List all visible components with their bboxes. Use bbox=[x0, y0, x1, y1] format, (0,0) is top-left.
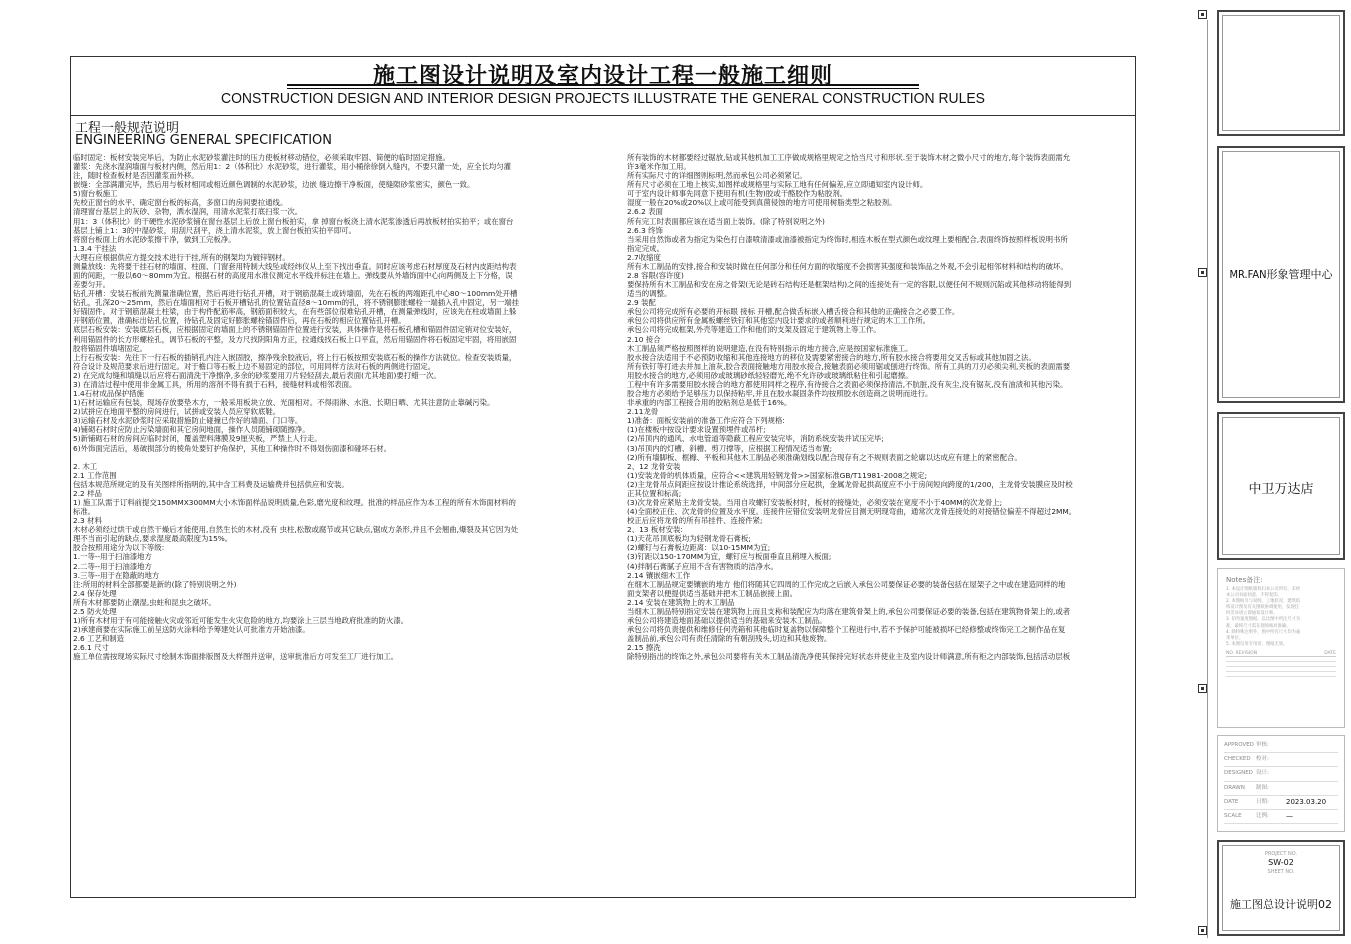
spec-text-line: 钻孔开槽：安装石板前先测量准确位置，然后再进行钻孔开槽，对于钢筋混凝土或砖墙面，先在石板的两端距孔中心80～100mm处开槽 bbox=[73, 289, 518, 299]
corner-marker bbox=[1198, 268, 1207, 277]
spec-text-line: 承包公司将供应所有金属板螺丝铁钉和其他室内设计要求的或者顺利进行规定的木工工作所。 bbox=[627, 316, 931, 326]
spec-text-line: 所有铁钉等打进去并加上油灰,胶合表面接触地方用胶水接合,接触表面必须用锯或刨进行终饰。所有工具的刀刃必须尖利,夹板的表面需要 bbox=[627, 361, 1071, 371]
spec-text-line: 2、13 板材安装: bbox=[627, 525, 683, 535]
spec-text-line: 2.7收缩度 bbox=[627, 252, 661, 262]
left-text-column bbox=[73, 153, 583, 661]
approval-value bbox=[1286, 753, 1338, 766]
spec-text-line: (3)钉距以150-170MM为宜，螺钉应与板面垂直且稍埋入板面; bbox=[627, 552, 832, 562]
spec-text-line: 2.4 保存处理 bbox=[73, 588, 117, 598]
spec-text-line: (3)次龙骨应紧贴主龙骨安装。当用自攻螺钉安装板材时，板材的接缝处，必须安装在宽度不小于40MM的次龙骨上; bbox=[627, 497, 1003, 507]
note-line: 何差异请立即通知设计师。 bbox=[1226, 611, 1278, 617]
client-box bbox=[1217, 146, 1345, 403]
right-text-column bbox=[627, 153, 1133, 661]
spec-text-line: 1)准备：面板安装前的准备工作应符合下列规格: bbox=[627, 416, 785, 426]
spec-text-line: 符合设计及规范要求后进行固定。对于檐口等石板上边不易固定的部位，可用同样方法对石板的两侧进行固定。 bbox=[73, 361, 436, 371]
title-underline bbox=[287, 84, 919, 86]
spec-text-line: 包括本规范所规定的及有关图样所指明的,其中含工料费及运输费并包括供应和安装。 bbox=[73, 479, 349, 489]
spec-text-line: 1.3.4 干挂法 bbox=[73, 243, 117, 253]
spec-text-line: 2.6.1 尺寸 bbox=[73, 643, 109, 653]
logo-box bbox=[1217, 10, 1345, 136]
spec-text-line: 湿度一般在20%或20%以上或可能受到真菌侵蚀的地方可使用树脂类型之粘胶剂。 bbox=[627, 198, 897, 208]
spec-text-line: 临时固定：板材安装完毕后，为防止水泥砂浆灌注时的压力使板材移动错位，必须采取牢固、简便的临时固定措施。 bbox=[73, 153, 450, 162]
note-line: 1. 本设计图纸版权归本公司所有，未经 bbox=[1226, 587, 1301, 592]
spec-text-line: 2.14 镶嵌细木工作 bbox=[627, 570, 691, 580]
spec-text-line: 承包公司将建造地面基础以提供适当的基础来安装木工制品。 bbox=[627, 615, 827, 625]
spec-text-line: 先校正窗台的水平、确定窗台板的标高，多窗口的房间要拉通线。 bbox=[73, 198, 288, 208]
approval-label-zh: 制图: bbox=[1256, 784, 1269, 791]
spec-text-line: 面的间距，一般以60～80mm为宜。根据石材的高度用水准仪测定水平线并标注在墙上。弹线要从外墙饰面中心向两侧及上下分格，误 bbox=[73, 271, 513, 281]
spec-text-line: 2.15 擦洗 bbox=[627, 643, 661, 653]
titleblock-divider bbox=[1207, 20, 1208, 938]
spec-text-line: 2.9 装配 bbox=[627, 298, 656, 308]
spec-text-line: 胶将锚固件填堵固定。 bbox=[73, 343, 147, 353]
spec-text-line: 工程中有许多需要用胶水接合的地方都使用同样之程序,有待接合之表面必须保持清洁,不肮脏,没有灰尘,没有锯灰,没有油渍和其他污染。 bbox=[627, 379, 1068, 389]
spec-text-line: 底层石板安装：安装底层石板，应根据固定的墙面上的不锈钢锚固件位置进行安装，具体操作是将石板孔槽和锚固件固定销对位安装好， bbox=[73, 325, 517, 335]
corner-marker bbox=[1198, 926, 1207, 935]
spec-text-line: 2.11龙骨 bbox=[627, 407, 659, 417]
note-line: 4. 除特殊注明外，图中所有尺寸均为毫 bbox=[1226, 629, 1301, 635]
spec-text-line: 许3毫米作加工用。 bbox=[627, 162, 691, 172]
spec-text-line: 所有木材都要防止潮湿,虫蛀和昆虫之破坏。 bbox=[73, 597, 216, 607]
spec-text-line: 木材必须经过烘干或自然干燥后才能使用,自然生长的木材,没有 虫柱,松散或腐节或其它缺点,锯成方条形,并且不会翘曲,爆裂及其它因为处 bbox=[73, 525, 519, 535]
approval-label-en: SCALE bbox=[1224, 813, 1242, 820]
approval-label-en: DATE bbox=[1224, 798, 1239, 805]
spec-text-line: 所有完工时表面都应该在适当面上装饰。(除了特别说明之外) bbox=[627, 216, 825, 226]
approval-value bbox=[1286, 782, 1338, 795]
approval-value bbox=[1286, 739, 1338, 752]
spec-text-line: 所有实际尺寸的详细图则标明,然而承包公司必须紧记。 bbox=[627, 171, 807, 181]
revision-header: NO. REVISION DATE bbox=[1226, 650, 1336, 656]
spec-text-line: 3)运输石材及水泥砂浆时应采取措施防止碰撞已作好的墙面、门口等。 bbox=[73, 416, 303, 426]
spec-text-line: (3)吊顶内的灯槽、斜槽、剪刀撑等，应根据工程情况适当布置; bbox=[627, 443, 833, 453]
spec-text-line: 承包公司将完成所有必要的开标眼 接标 开槽,配合做舌标嵌入槽舌接合和其他的正确接合之必要工作。 bbox=[627, 307, 960, 317]
spec-text-line: 2.8 容限(容许度) bbox=[627, 271, 684, 281]
spec-text-line: 指定完成。 bbox=[627, 243, 664, 253]
sheet-no-label: SHEET NO. bbox=[1267, 869, 1295, 875]
note-line: 构设计图及有关图纸协调使用，发现任 bbox=[1226, 605, 1300, 611]
note-line: 本公司书面同意，不得复印。 bbox=[1226, 593, 1282, 599]
spec-text-line: 2.14 安装在建筑物上的木工制品 bbox=[627, 597, 735, 607]
spec-text-line: 2、12 龙骨安装 bbox=[627, 461, 681, 471]
spec-text-line: 2. 木工 bbox=[73, 461, 98, 471]
approval-box bbox=[1217, 735, 1345, 832]
spec-text-line: 1)所有木材用于有可能接触火灾或邻近可能发生火灾危险的地方,均要涂上三层当地政府批准的防火漆。 bbox=[73, 615, 409, 625]
section-heading-chinese: 工程一般规范说明 bbox=[75, 121, 180, 136]
spec-text-line: 胶水接合法适用于不必预防收缩和其他连接地方的移位及需要紧密接合的地方,所有胶水接合将要用交叉舌标或其他加固之法。 bbox=[627, 352, 1036, 362]
spec-text-line: 注:所用的材料全部都要是新的(除了特别说明之外) bbox=[73, 579, 237, 589]
spec-text-line: 6)外饰面完活后，易破损部分的棱角处要钉护角保护，其他工种操作时不得划伤面漆和碰坏石材。 bbox=[73, 443, 391, 453]
spec-text-line: 所有尺寸必须在工地上核实,如图样或规格里与实际工地有任何偏差,应立即通知室内设计师。 bbox=[627, 180, 928, 190]
notes-box bbox=[1217, 568, 1345, 728]
spec-text-line: 开钢筋位置，准确标出钻孔位置，待钻孔及固定好膨胀螺栓锚固件后，再在石板的相应位置钻孔开槽。 bbox=[73, 316, 406, 326]
spec-text-line: 2.10 接合 bbox=[627, 334, 661, 344]
approval-row bbox=[1224, 782, 1338, 796]
corner-marker bbox=[1198, 10, 1207, 19]
spec-text-line: 5)窗台板施工 bbox=[73, 189, 118, 199]
spec-text-line: 盖制品前,承包公司有责任清除的有朝刮残头,切边和其他废物。 bbox=[627, 634, 832, 644]
revision-row bbox=[1226, 672, 1336, 677]
spec-text-line: 要保持所有木工制品和安在房之骨架(无论是砖石结构还是框架结构)之间的连接处有一定的容限,以便任何不规则沉陷或其他移动将能得到 bbox=[627, 280, 1072, 290]
spec-text-line: 所有木工制品的安排,接合和安装时做在任何部分和任何方面的收缩度不会损害其强度和装饰品之外观,不会引起相邻材料和结构的破坏。 bbox=[627, 261, 1068, 271]
notes-title: Notes备注: bbox=[1226, 576, 1263, 584]
spec-text-line: 当细木工制品特别指定安装在建筑物上而且支称和装配应为均落在建筑骨架上的,承包公司要保证必要的装备,包括在建筑物骨架上的,或者 bbox=[627, 606, 1071, 616]
spec-text-line: 校正后应将龙骨的所有吊挂件、连接件紧; bbox=[627, 516, 763, 526]
spec-text-line: 1) 施工队需于订料前提交150MMX300MM大小木饰面样品说明质量,色彩,磨光度和纹理。批准的样品应作为本工程的所有木饰面材料的 bbox=[73, 497, 516, 507]
spec-text-line: 钻孔，孔深20～25mm，然后在墙面相对于石板开槽钻孔的位置钻直径8～10mm的孔，将不锈钢膨胀螺栓一端插入孔中固定，另一端挂 bbox=[73, 298, 520, 308]
spec-text-line: 嵌缝：全部满灌完毕，然后用与板材相同或相近颜色调制的水泥砂浆，边嵌 缝边擦干净板面，使缝隙砂浆密实，颜色一致。 bbox=[73, 180, 475, 190]
sheet-no: SW-02 bbox=[1268, 858, 1294, 867]
spec-text-line: 灌浆：先浇水湿润墙面与板材内侧，然后用1：2（体积比）水泥砂浆，进行灌浆，用小桶徐徐倒入缝内，不要只灌一处，应全长均匀灌 bbox=[73, 162, 512, 172]
note-line: 2. 本图纸另与说明，工地状况，建筑结 bbox=[1226, 599, 1301, 605]
approval-value: — bbox=[1286, 812, 1293, 821]
spec-text-line: 承包公司将负责提供和维修任何壳箱和其他临时复盖物以保障整个工程进行中,若不予保护可能被损坏已经修整或终饰完工之制作品在复 bbox=[627, 625, 1066, 635]
note-line: 准，最终尺寸需在现场核对准确。 bbox=[1226, 623, 1291, 629]
approval-row bbox=[1224, 810, 1338, 824]
approval-label-en: DRAWN bbox=[1224, 784, 1245, 791]
approval-label-en: DESIGNED bbox=[1224, 770, 1253, 777]
title-chinese: 施工图设计说明及室内设计工程一般施工细则 bbox=[372, 64, 833, 89]
spec-text-line: 施工单位需按现场实际尺寸绘制木饰面排版图及大样图并送审，送审批准后方可发至工厂进行加工。 bbox=[73, 652, 399, 662]
spec-text-line: 2.6.3 终饰 bbox=[627, 225, 663, 235]
spec-text-line: 胶合按照用途分为以下等级: bbox=[73, 543, 165, 553]
spec-text-line: (2)吊顶内的通风、水电管道等隐蔽工程应安装完毕，消防系统安装并试压完毕; bbox=[627, 434, 884, 444]
approval-value: 2023.03.20 bbox=[1286, 797, 1327, 806]
approval-row bbox=[1224, 796, 1338, 810]
spec-text-line: 在细木工制品规定要镶嵌的地方 他们将随其它四周的工作完成之后嵌入承包公司要保证必要的装备包括在屋架子之中或在建造同样的地 bbox=[627, 579, 1066, 589]
approval-label-zh: 日期: bbox=[1256, 798, 1269, 805]
spec-text-line: 注，随时检查板材是否因灌浆而外移。 bbox=[73, 171, 199, 181]
spec-text-line: 木工制品须严格按照图样的说明建造,在没有特别指示的地方接合,应是按国家标准施工。 bbox=[627, 343, 913, 353]
corner-marker bbox=[1198, 684, 1207, 693]
spec-text-line: 胶合地方必须给予足够压力以保持粘牢,并且在胶水凝固条件均按照胶水创造商之说明而进行。 bbox=[627, 389, 933, 399]
title-divider bbox=[71, 115, 1135, 116]
spec-text-line: (4)全面校正住、次龙骨的位置及水平度。连接件应错位安装明龙骨应目测无明现弯曲，通常次龙骨连接处的对接错位偏差不得超过2MM。 bbox=[627, 507, 1077, 517]
approval-label-en: APPROVED bbox=[1224, 742, 1254, 748]
spec-text-line: (4)拌制石膏腻子应用不含有害物质的洁净水。 bbox=[627, 561, 778, 571]
spec-text-line: 差要匀开。 bbox=[73, 280, 110, 290]
spec-text-line: 利用锚固件的长方形螺栓孔，调节石板的平整，及方尺找阴阳角方正，拉通线找石板上口平直，然后用锚固件将石板固定牢固，将用嵌固 bbox=[73, 334, 517, 344]
spec-text-line: 非承重的内部工程接合用的胶粘剂总是低于16%。 bbox=[627, 398, 792, 408]
spec-text-line: 2.5 防火处理 bbox=[73, 606, 117, 616]
note-line: 3. 切勿量度图纸，以比图中所注尺寸为 bbox=[1226, 617, 1301, 623]
spec-text-line: 用胶水接合的地方,必须用砂或玻璃砂纸轻轻磨光,绝不允许砂或玻璃纸粘住和引起磨擦。 bbox=[627, 370, 913, 380]
spec-text-line: 5)新铺砌石材的房间应临时封闭，覆盖塑料薄膜及9厘夹板，严禁上人行走。 bbox=[73, 434, 322, 444]
spec-text-line: 用1：3（体积比）的干硬性水泥砂浆铺在窗台基层上后放上窗台板拍实，拿 掉窗台板浇上清水泥浆渗透后再放板材拍实拍平；或在窗台 bbox=[73, 216, 514, 226]
spec-text-line: 1.一等--用于扫油漆地方 bbox=[73, 552, 152, 562]
spec-text-line: 标准。 bbox=[73, 507, 96, 517]
section-heading-english: ENGINEERING GENERAL SPECIFICATION bbox=[75, 133, 333, 148]
notes-text bbox=[1226, 587, 1336, 648]
note-line: 5. 本图仅用专用章，图纸无效。 bbox=[1226, 641, 1288, 647]
spec-text-line: (2)螺钉与石膏板边距离：以10-15MM为宜; bbox=[627, 543, 771, 553]
spec-text-line: 大理石应根据供应方提交技术进行干挂,所有的钢架均为镀锌钢材。 bbox=[73, 252, 290, 262]
spec-text-line: 好锚固件。对于钢筋混凝土柱梁，由于构件配筋率高，钢筋面积较大，在有些部位很难钻孔开槽，在测量弹线时，应该先在柱或墙面上躲 bbox=[73, 307, 517, 317]
note-line: 米单位。 bbox=[1226, 635, 1244, 641]
spec-text-line: 正其位置和标高; bbox=[627, 488, 682, 498]
spec-text-line: 可于室内设计师事先同意下使用有机(生物)胶或干酪胶作为粘胶剂。 bbox=[627, 189, 848, 199]
spec-text-line: 承包公司将完成框架,外壳等建造工作和他们的支架及固定于建筑物上等工作。 bbox=[627, 325, 881, 335]
spec-text-line: 2)承建商要在实际施工前呈送防火涂料给予筹建处认可批准方开始油漆。 bbox=[73, 625, 310, 635]
approval-row bbox=[1224, 739, 1338, 753]
spec-text-line bbox=[73, 453, 583, 462]
project-name: 中卫万达店 bbox=[1248, 482, 1314, 497]
sheet-number-box bbox=[1217, 840, 1345, 936]
spec-text-line: 面支架者以便提供适当基础并把木工制品嵌接上面。 bbox=[627, 588, 797, 598]
spec-text-line: (2)所有墙脚板、框橼、平板和其他木工制品必须准确划线以配合现存有之不规则表面之轮廓以达成应有建上的紧密配合。 bbox=[627, 452, 1022, 462]
spec-text-line: 当采用自然饰或者为指定为染色打白漆喷清漆或油漆被指定为终饰时,相连木板在型式颜色或纹理上要相配合,表面终饰按照样板说明书所 bbox=[627, 234, 1068, 244]
sheet-title: 施工图总设计说明02 bbox=[1230, 898, 1332, 911]
spec-text-line: 测量放线：先将要干挂石材的墙面、柱面、门窗套用特制大线坠或经纬仪从上至下找出垂直。同时应该考虑石材厚度及石材内皮距结构表 bbox=[73, 261, 517, 271]
spec-text-line: 上行石板安装：先往下一行石板的插销孔内注入嵌固胶，擦净残余胶液后，将上行石板按照安装底石板的操作方法就位。检查安装质量， bbox=[73, 352, 517, 362]
title-english: CONSTRUCTION DESIGN AND INTERIOR DESIGN PROJECTS ILLUSTRATE THE GENERAL CONSTRUCTION RULES bbox=[221, 90, 985, 107]
approval-label-zh: 审核: bbox=[1256, 742, 1269, 748]
approval-value bbox=[1286, 767, 1338, 780]
project-no-label: PROJECT NO. bbox=[1264, 851, 1298, 857]
spec-text-line: 基层上铺上1：3的中湿砂浆，用刮尺刮平，浇上清水泥浆，放上窗台板拍实拍平即可。 bbox=[73, 225, 356, 235]
spec-text-line: 2) 在完成勾缝和填缝以后应将石面清洗干净擦净,多余的砂浆要用刀片轻轻刮去,最后表面(尤其地面)要打蜡一次。 bbox=[73, 370, 441, 380]
spec-text-line: (1)天花吊顶底板均为轻钢龙骨石膏板; bbox=[627, 534, 751, 544]
approval-label-zh: 校对: bbox=[1256, 756, 1269, 763]
spec-text-line: 2.2 样品 bbox=[73, 488, 102, 498]
spec-text-line: 2.1 工作范围 bbox=[73, 470, 117, 480]
approval-label-zh: 设计: bbox=[1256, 770, 1269, 777]
spec-text-line: (1)安装龙骨的机体质量，应符合<<建筑用轻钢龙骨>>国家标准GB/T11981-2008之规定; bbox=[627, 470, 928, 480]
project-box bbox=[1217, 412, 1345, 560]
title-underline-thin bbox=[287, 88, 919, 89]
approval-row bbox=[1224, 753, 1338, 767]
approval-label-en: CHECKED bbox=[1224, 756, 1251, 763]
spec-text-line: (1)在楼板中按设计要求设置预埋件或吊杆; bbox=[627, 425, 766, 435]
approval-label-zh: 比例: bbox=[1256, 813, 1269, 820]
drawing-sheet bbox=[70, 56, 1136, 898]
spec-text-line: 3) 在清洁过程中使用非金属工具，所用的溶剂不得有损于石料，接缝材料或相邻表面。 bbox=[73, 379, 357, 389]
spec-text-line: 2.3 材料 bbox=[73, 516, 102, 526]
spec-text-line: 适当的调整。 bbox=[627, 289, 672, 299]
spec-text-line: 1)石材运输应有包装，现场存放要垫木方，一般采用板块立放、光面相对。不得雨淋、水泡、长期日晒、尤其注意防止靠碱污染。 bbox=[73, 398, 495, 408]
spec-text-line: 除特别指出的终饰之外,承包公司要将有关木工制品清洗净使其保持完好状态并使业主及室内设计师满意,所有柜之内部装饰,包括活动层板 bbox=[627, 652, 1071, 662]
spec-text-line: 1.4石材成品保护措施 bbox=[73, 389, 144, 399]
spec-text-line: 将窗台板面上的水泥砂浆擦干净，做到工完板净。 bbox=[73, 234, 236, 244]
spec-text-line: 所有装饰的木材都要经过锯放,钻或其他机加工工序做成规格里规定之恰当尺寸和形状.至于装饰木材之微小尺寸的地方,每个装饰表面需允 bbox=[627, 153, 1071, 162]
spec-text-line: (2)主龙骨吊点间距应按设计推论系统选择，中间部分应起拱，金属龙骨起拱高度应不小于房间短向跨度的1/200，主龙骨安装膜应及时校 bbox=[627, 479, 1073, 489]
approval-row bbox=[1224, 767, 1338, 781]
client-name: MR.FAN形象管理中心 bbox=[1229, 268, 1333, 281]
spec-text-line: 清理窗台基层上的灰砂、杂物，洒水湿润，用清水泥浆打底扫浆一次。 bbox=[73, 207, 303, 217]
spec-text-line: 2.6.2 表面 bbox=[627, 207, 663, 217]
spec-text-line: 理不当而引起的缺点,要求湿度最高限度为15%。 bbox=[73, 534, 233, 544]
logo-box-inner bbox=[1222, 15, 1340, 131]
spec-text-line: 2.二等--用于扫油漆地方 bbox=[73, 561, 152, 571]
spec-text-line: 2.6 工艺和制造 bbox=[73, 634, 125, 644]
spec-text-line: 2)试拼应在地面平整的房间进行，试拼或安装人员应穿软底鞋。 bbox=[73, 407, 281, 417]
spec-text-line: 3.三等--用于在隐蔽的地方 bbox=[73, 570, 160, 580]
spec-text-line: 4)铺砌石材时应防止污染墙面和其它房间地面，操作人员随铺砌随擦净。 bbox=[73, 425, 310, 435]
